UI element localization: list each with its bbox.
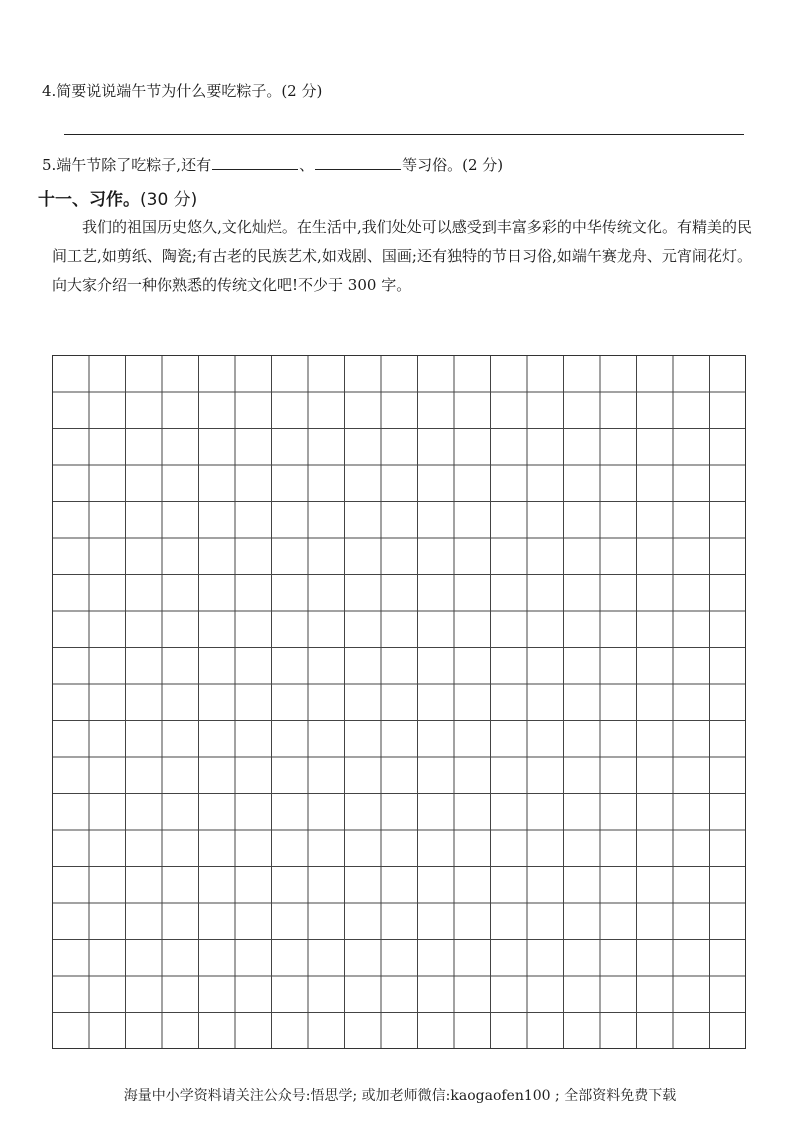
section-11-score: (30 分) bbox=[140, 190, 198, 210]
question-4-text: 4.简要说说端午节为什么要吃粽子。(2 分) bbox=[42, 82, 323, 100]
question-5-separator: 、 bbox=[299, 156, 315, 174]
section-11-heading: 十一、习作。 bbox=[38, 190, 140, 210]
question-5 bbox=[42, 153, 503, 175]
question-4-answer-line[interactable] bbox=[64, 134, 744, 135]
writing-prompt-text: 我们的祖国历史悠久,文化灿烂。在生活中,我们处处可以感受到丰富多彩的中华传统文化。有精美的民间工艺,如剪纸、陶瓷;有古老的民族艺术,如戏剧、国画;还有独特的节日习俗,如端午赛龙舟、元宵闹花灯。向大家介绍一种你熟悉的传统文化吧!不少于 300 字。 bbox=[52, 218, 752, 294]
question-5-blank-2[interactable] bbox=[315, 153, 401, 170]
footer-notice bbox=[0, 1085, 800, 1105]
writing-prompt bbox=[52, 213, 752, 300]
question-5-blank-1[interactable] bbox=[212, 153, 298, 170]
question-4 bbox=[42, 80, 322, 101]
writing-grid[interactable] bbox=[52, 355, 746, 1049]
question-5-suffix: 等习俗。(2 分) bbox=[402, 156, 504, 174]
question-5-prefix: 5.端午节除了吃粽子,还有 bbox=[42, 156, 212, 174]
section-11-title bbox=[38, 185, 197, 210]
footer-text: 海量中小学资料请关注公众号:悟思学; 或加老师微信:kaogaofen100 ; 全部资料免费下载 bbox=[123, 1088, 677, 1104]
